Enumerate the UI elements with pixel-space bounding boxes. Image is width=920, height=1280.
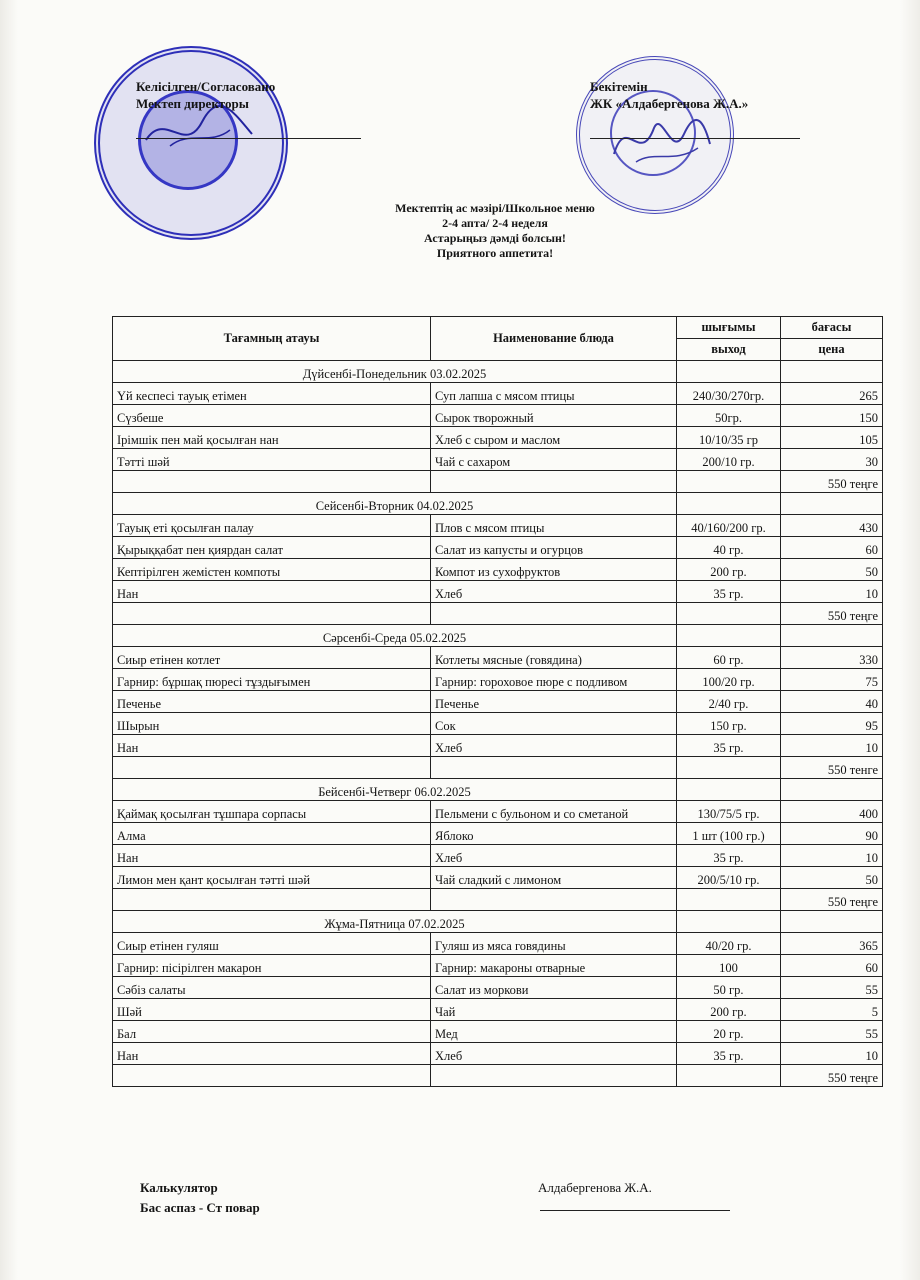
dish-name-kk: Шырын — [113, 713, 431, 735]
dish-price: 10 — [781, 1043, 883, 1065]
dish-price: 10 — [781, 581, 883, 603]
dish-name-kk: Тәтті шәй — [113, 449, 431, 471]
dish-name-kk: Нан — [113, 845, 431, 867]
dish-name-kk: Қаймақ қосылған тұшпара сорпасы — [113, 801, 431, 823]
table-row — [113, 449, 883, 471]
empty-cell — [677, 779, 781, 801]
table-row — [113, 427, 883, 449]
dish-output: 100 — [677, 955, 781, 977]
dish-output: 10/10/35 гр — [677, 427, 781, 449]
dish-output: 40/160/200 гр. — [677, 515, 781, 537]
day-total-row — [113, 889, 883, 911]
dish-price: 430 — [781, 515, 883, 537]
day-label: Бейсенбі-Четверг 06.02.2025 — [113, 779, 677, 801]
empty-cell — [431, 757, 677, 779]
col-header-kk: Тағамның атауы — [113, 317, 431, 361]
day-label: Сәрсенбі-Среда 05.02.2025 — [113, 625, 677, 647]
day-total-row — [113, 1065, 883, 1087]
dish-name-ru: Котлеты мясные (говядина) — [431, 647, 677, 669]
col-header-price-ru: цена — [781, 339, 883, 361]
approval-right-block — [590, 78, 800, 139]
empty-cell — [113, 757, 431, 779]
dish-output: 35 гр. — [677, 845, 781, 867]
dish-price: 55 — [781, 1021, 883, 1043]
dish-price: 60 — [781, 955, 883, 977]
empty-cell — [677, 625, 781, 647]
table-row — [113, 405, 883, 427]
table-row — [113, 955, 883, 977]
agreed-label: Келісілген/Согласовано — [136, 79, 276, 94]
dish-price: 365 — [781, 933, 883, 955]
dish-name-kk: Печенье — [113, 691, 431, 713]
col-header-out-ru: выход — [677, 339, 781, 361]
title-line-4: Приятного аппетита! — [436, 246, 554, 260]
dish-output: 20 гр. — [677, 1021, 781, 1043]
dish-price: 75 — [781, 669, 883, 691]
dish-price: 5 — [781, 999, 883, 1021]
footer-left — [140, 1178, 260, 1218]
dish-price: 90 — [781, 823, 883, 845]
empty-cell — [677, 911, 781, 933]
day-label: Сейсенбі-Вторник 04.02.2025 — [113, 493, 677, 515]
approval-left-block — [136, 78, 361, 139]
dish-price: 50 — [781, 559, 883, 581]
dish-price: 400 — [781, 801, 883, 823]
dish-output: 2/40 гр. — [677, 691, 781, 713]
empty-cell — [431, 1065, 677, 1087]
day-header-row — [113, 779, 883, 801]
dish-price: 55 — [781, 977, 883, 999]
dish-name-ru: Гарнир: гороховое пюре с подливом — [431, 669, 677, 691]
title-line-3: Астарыңыз дәмді болсын! — [424, 231, 566, 245]
dish-price: 10 — [781, 735, 883, 757]
day-total: 550 теңге — [781, 471, 883, 493]
dish-name-kk: Сүзбеше — [113, 405, 431, 427]
empty-cell — [431, 603, 677, 625]
dish-name-kk: Нан — [113, 1043, 431, 1065]
table-row — [113, 735, 883, 757]
chef-label: Бас аспаз - Ст повар — [140, 1200, 260, 1215]
dish-output: 150 гр. — [677, 713, 781, 735]
empty-cell — [781, 493, 883, 515]
table-row — [113, 647, 883, 669]
dish-name-kk: Нан — [113, 581, 431, 603]
dish-name-ru: Печенье — [431, 691, 677, 713]
menu-body — [113, 361, 883, 1087]
dish-price: 265 — [781, 383, 883, 405]
empty-cell — [431, 889, 677, 911]
day-total: 550 тенге — [781, 757, 883, 779]
dish-name-kk: Лимон мен қант қосылған тәтті шәй — [113, 867, 431, 889]
empty-cell — [113, 889, 431, 911]
dish-output: 130/75/5 гр. — [677, 801, 781, 823]
dish-name-kk: Қырыққабат пен қиярдан салат — [113, 537, 431, 559]
dish-name-ru: Суп лапша с мясом птицы — [431, 383, 677, 405]
dish-name-kk: Алма — [113, 823, 431, 845]
dish-output: 1 шт (100 гр.) — [677, 823, 781, 845]
dish-name-ru: Салат из моркови — [431, 977, 677, 999]
entrepreneur-label: ЖК «Алдабергенова Ж.А.» — [590, 96, 749, 111]
empty-cell — [677, 1065, 781, 1087]
dish-name-ru: Чай с сахаром — [431, 449, 677, 471]
day-total-row — [113, 471, 883, 493]
dish-name-ru: Салат из капусты и огурцов — [431, 537, 677, 559]
empty-cell — [113, 603, 431, 625]
table-row — [113, 977, 883, 999]
table-row — [113, 559, 883, 581]
table-row — [113, 537, 883, 559]
empty-cell — [677, 757, 781, 779]
dish-output: 35 гр. — [677, 735, 781, 757]
dish-price: 10 — [781, 845, 883, 867]
day-total-row — [113, 603, 883, 625]
dish-name-ru: Хлеб — [431, 845, 677, 867]
dish-price: 40 — [781, 691, 883, 713]
empty-cell — [677, 603, 781, 625]
day-total: 550 теңге — [781, 603, 883, 625]
dish-name-kk: Гарнир: пісірілген макарон — [113, 955, 431, 977]
dish-name-ru: Плов с мясом птицы — [431, 515, 677, 537]
day-total: 550 теңге — [781, 1065, 883, 1087]
table-row — [113, 669, 883, 691]
empty-cell — [431, 471, 677, 493]
dish-name-ru: Компот из сухофруктов — [431, 559, 677, 581]
table-row — [113, 691, 883, 713]
dish-name-ru: Сок — [431, 713, 677, 735]
col-header-out-kk: шығымы — [677, 317, 781, 339]
table-row — [113, 581, 883, 603]
menu-table — [112, 316, 883, 1087]
dish-price: 150 — [781, 405, 883, 427]
footer-signatory: Алдабергенова Ж.А. — [538, 1180, 652, 1195]
empty-cell — [677, 471, 781, 493]
day-label: Жұма-Пятница 07.02.2025 — [113, 911, 677, 933]
day-header-row — [113, 911, 883, 933]
day-total-row — [113, 757, 883, 779]
empty-cell — [677, 361, 781, 383]
day-label: Дүйсенбі-Понедельник 03.02.2025 — [113, 361, 677, 383]
table-row — [113, 867, 883, 889]
empty-cell — [781, 911, 883, 933]
dish-name-ru: Сырок творожный — [431, 405, 677, 427]
dish-name-ru: Хлеб — [431, 735, 677, 757]
dish-output: 100/20 гр. — [677, 669, 781, 691]
dish-output: 40 гр. — [677, 537, 781, 559]
dish-name-ru: Чай сладкий с лимоном — [431, 867, 677, 889]
title-line-2: 2-4 апта/ 2-4 неделя — [442, 216, 548, 230]
dish-output: 40/20 гр. — [677, 933, 781, 955]
day-header-row — [113, 493, 883, 515]
dish-name-ru: Пельмени с бульоном и со сметаной — [431, 801, 677, 823]
table-row — [113, 515, 883, 537]
dish-name-kk: Ірімшік пен май қосылған нан — [113, 427, 431, 449]
day-total: 550 теңге — [781, 889, 883, 911]
empty-cell — [677, 493, 781, 515]
day-header-row — [113, 625, 883, 647]
dish-name-kk: Нан — [113, 735, 431, 757]
dish-output: 35 гр. — [677, 1043, 781, 1065]
dish-output: 50 гр. — [677, 977, 781, 999]
dish-price: 330 — [781, 647, 883, 669]
dish-name-kk: Сәбіз салаты — [113, 977, 431, 999]
calculator-label: Калькулятор — [140, 1180, 218, 1195]
table-row — [113, 845, 883, 867]
dish-name-ru: Хлеб — [431, 581, 677, 603]
signature-line — [540, 1210, 730, 1211]
dish-name-ru: Мед — [431, 1021, 677, 1043]
dish-price: 50 — [781, 867, 883, 889]
dish-output: 200/10 гр. — [677, 449, 781, 471]
dish-name-kk: Тауық еті қосылған палау — [113, 515, 431, 537]
dish-price: 60 — [781, 537, 883, 559]
dish-price: 105 — [781, 427, 883, 449]
dish-name-kk: Кептірілген жемістен компоты — [113, 559, 431, 581]
table-row — [113, 801, 883, 823]
dish-name-kk: Бал — [113, 1021, 431, 1043]
menu-title — [250, 201, 740, 261]
empty-cell — [677, 889, 781, 911]
dish-name-ru: Гарнир: макароны отварные — [431, 955, 677, 977]
table-row — [113, 1043, 883, 1065]
dish-output: 60 гр. — [677, 647, 781, 669]
dish-price: 30 — [781, 449, 883, 471]
dish-name-kk: Үй кеспесі тауық етімен — [113, 383, 431, 405]
approved-label: Бекітемін — [590, 79, 648, 94]
table-row — [113, 823, 883, 845]
dish-name-kk: Гарнир: бұршақ пюресі тұздығымен — [113, 669, 431, 691]
title-line-1: Мектептің ас мәзірі/Школьное меню — [395, 201, 595, 215]
dish-name-ru: Хлеб с сыром и маслом — [431, 427, 677, 449]
table-row — [113, 1021, 883, 1043]
dish-name-ru: Яблоко — [431, 823, 677, 845]
day-header-row — [113, 361, 883, 383]
empty-cell — [781, 361, 883, 383]
empty-cell — [113, 1065, 431, 1087]
table-row — [113, 999, 883, 1021]
dish-name-kk: Сиыр етінен котлет — [113, 647, 431, 669]
col-header-price-kk: бағасы — [781, 317, 883, 339]
table-row — [113, 713, 883, 735]
dish-price: 95 — [781, 713, 883, 735]
empty-cell — [113, 471, 431, 493]
dish-name-ru: Хлеб — [431, 1043, 677, 1065]
empty-cell — [781, 625, 883, 647]
dish-output: 240/30/270гр. — [677, 383, 781, 405]
school-director-label: Мектеп директоры — [136, 96, 249, 111]
table-row — [113, 933, 883, 955]
dish-output: 35 гр. — [677, 581, 781, 603]
table-row — [113, 383, 883, 405]
dish-output: 200 гр. — [677, 559, 781, 581]
col-header-ru: Наименование блюда — [431, 317, 677, 361]
dish-name-ru: Чай — [431, 999, 677, 1021]
dish-output: 50гр. — [677, 405, 781, 427]
dish-name-kk: Шәй — [113, 999, 431, 1021]
dish-output: 200 гр. — [677, 999, 781, 1021]
dish-output: 200/5/10 гр. — [677, 867, 781, 889]
dish-name-kk: Сиыр етінен гуляш — [113, 933, 431, 955]
empty-cell — [781, 779, 883, 801]
dish-name-ru: Гуляш из мяса говядины — [431, 933, 677, 955]
